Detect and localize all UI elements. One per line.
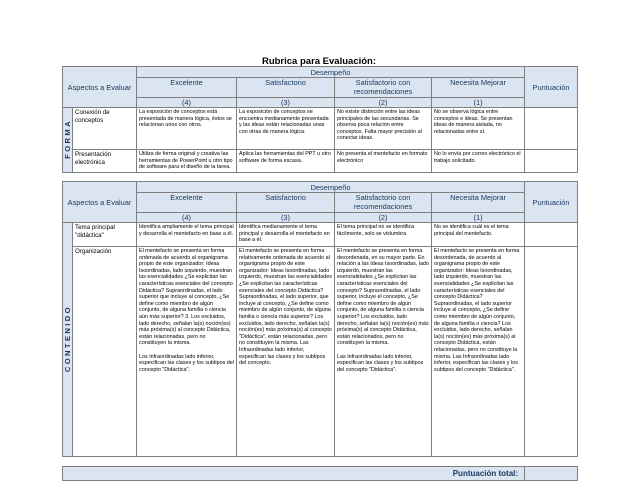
table-cell: Identifica medianamente el tema principal y desarrolla el mentefacto en base a él. (237, 223, 335, 247)
criterion-presentacion: Presentación electrónica (73, 150, 137, 173)
table-cell: No lo envía por correo electrónico el trabajo solicitado. (432, 150, 525, 173)
total-score-input[interactable] (525, 467, 578, 481)
level-score: (4) (137, 213, 237, 223)
table-cell: La exposición de conceptos se encuentra medianamente presentada y las ideas están relacionadas unas con otras de manera lógica. (237, 108, 335, 150)
level-header (137, 78, 237, 98)
contenido-rubric-table (62, 181, 578, 481)
criterion-conexion: Conexión de conceptos (73, 108, 137, 150)
table-cell (335, 247, 432, 457)
table-cell: Aplica las herramientas del PPT u otro software de forma escasa. (237, 150, 335, 173)
level-score: (2) (335, 98, 432, 108)
level-name: Satisfactorio con recomendaciones (353, 193, 413, 211)
table-cell: No existe distinción entre las ideas principales de las secundarias. Se observa poca relación entre conceptos. Falta mayor precisión al conectar ideas. (335, 108, 432, 150)
table-cell: La exposición de conceptos está presentada de manera lógica, éstos se relacionan unos con otros. (137, 108, 237, 150)
puntuacion-header: Puntuación (525, 182, 578, 223)
table-cell: No se identifica cuál es el tema principal del mentefacto. (432, 223, 525, 247)
table-cell: Utiliza de forma original y creativa las herramientas de PowerPoint u otro tipo de software para el diseño de la tarea. (137, 150, 237, 173)
score-input[interactable] (525, 223, 578, 247)
cell-paragraph: El mentefacto se presenta en forma desordenada, en su mayor parte. En relación a las Ideas Isoordinadas, lado izquierdo, muestran las esencialidades ¿Se explicitan las características esenciales del concepto? Supraordinadas, el lado superior, incluye el concepto, ¿Se define como miembro de algún conjunto, de alguna familia o ciencia superior? Los excluidos, lado derecho, señalan la(s) noción(es) más próxima(s) al concepto Didáctica, están relacionados, pero no constituyen la misma. (337, 248, 429, 347)
score-input[interactable] (525, 150, 578, 173)
level-score: (1) (432, 213, 525, 223)
table-cell: El tema principal no se identifica fácilmente, solo se vislumbra (335, 223, 432, 247)
level-name: Excelente (170, 193, 203, 202)
spacer-row (63, 457, 578, 467)
level-name: Satisfactorio (265, 193, 306, 202)
table-cell: No presenta el mentefacto en formato electrónico (335, 150, 432, 173)
forma-section-label: FORMA (63, 108, 73, 173)
score-input[interactable] (525, 108, 578, 150)
contenido-section-label: CONTENIDO (63, 223, 73, 457)
level-name: Excelente (170, 78, 203, 87)
level-header (432, 193, 525, 213)
page-title: Rubrica para Evaluación: (261, 56, 377, 67)
table-cell (237, 247, 335, 457)
level-name: Necesita Mejorar (450, 193, 506, 202)
puntuacion-header: Puntuación (525, 67, 578, 108)
cell-paragraph: Los Infraordinadas lado inferior, especifican las clases y los subtipos del concepto "Didáctica". (139, 353, 234, 373)
level-header (335, 78, 432, 98)
cell-paragraph: El mentefacto se presenta en forma desordenada, de acuerdo al organigrama propio de este organizador: Ideas Isoordinadas, lado izquierdo, muestran las esencialidades ¿Se explicitan las características esenciales del concepto Didáctica? Supraordinadas, el lado superior incluye al concepto, ¿Se define como miembro de algún conjunto, de alguna familia o ciencia? Los excluidos, lado derecho, señalan la(s) noción(es) más próxima(s) al concepto Didáctica, están relacionadas, pero no constituye la misma. Las Infraordinadas lado inferior, especifican las clases y los subtipos del concepto "Didáctica". (434, 248, 520, 373)
level-score: (4) (137, 98, 237, 108)
level-name: Necesita Mejorar (450, 78, 506, 87)
level-header (432, 78, 525, 98)
desempeno-header: Desempeño (137, 182, 525, 193)
level-name: Satisfactorio (265, 78, 306, 87)
score-input[interactable] (525, 247, 578, 457)
criterion-tema: Tema principal "didáctica" (73, 223, 137, 247)
forma-rubric-table (62, 66, 578, 173)
level-header (237, 193, 335, 213)
level-score: (2) (335, 213, 432, 223)
level-name: Satisfactorio con recomendaciones (353, 78, 413, 96)
aspectos-header: Aspectos a Evaluar (63, 182, 137, 223)
table-cell (137, 247, 237, 457)
table-cell (432, 247, 525, 457)
aspectos-header: Aspectos a Evaluar (63, 67, 137, 108)
table-cell: No se observa lógica entre conceptos e ideas. Se presentan ideas de manera aislada, no relacionadas entre sí. (432, 108, 525, 150)
level-score: (3) (237, 98, 335, 108)
level-header (237, 78, 335, 98)
cell-paragraph: El mentefacto se presenta en forma relativamente ordenada de acuerdo al organigrama propio de este organizador: Ideas Isoordinadas, lado izquierdo, muestran las esencialidades ¿Se explicitan las características esenciales del concepto Didáctica? Supraordinadas, el lado superior, que incluye al concepto, ¿Se define como miembro de algún conjunto, de alguna familia o ciencia más superior? Los excluidos, lado derecho, señalan la(s) noción(es) más próxima(s) al concepto "Didáctica", están relacionadas, pero no constituyen la misma. Las Infraordinadas lado inferior, especifican las clases y los subtipos del concepto. (239, 248, 332, 367)
cell-paragraph: Las Infraordinadas lado inferior, especifican las clases y los subtipos del concepto "Didáctica". (337, 353, 424, 373)
level-header (335, 193, 432, 213)
desempeno-header: Desempeño (137, 67, 525, 78)
total-label: Puntuación total: (63, 467, 525, 481)
level-header (137, 193, 237, 213)
cell-paragraph: El mentefacto se presenta en forma ordenada de acuerdo al organigrama propio de este organizador: Ideas Isoordinadas, lado izquierdo, muestran las esencialidades ¿Se explicitan las características esenciales del concepto Didáctica? Supraordinadas, el lado superior que incluye al concepto, ¿Se define como miembro de algún conjunto, de alguna familia o ciencia aún más superior? 3. Los excluidos, lado derecho, señalan la(s) noción(es) más próxima(s) al concepto Didáctica, están relacionadas, pero no constituyen la misma. (139, 248, 233, 347)
criterion-organizacion: Organización (73, 247, 137, 457)
level-score: (1) (432, 98, 525, 108)
level-score: (3) (237, 213, 335, 223)
table-cell: Identifica ampliamente el tema principal y desarrolla el mentefacto en base a él. (137, 223, 237, 247)
